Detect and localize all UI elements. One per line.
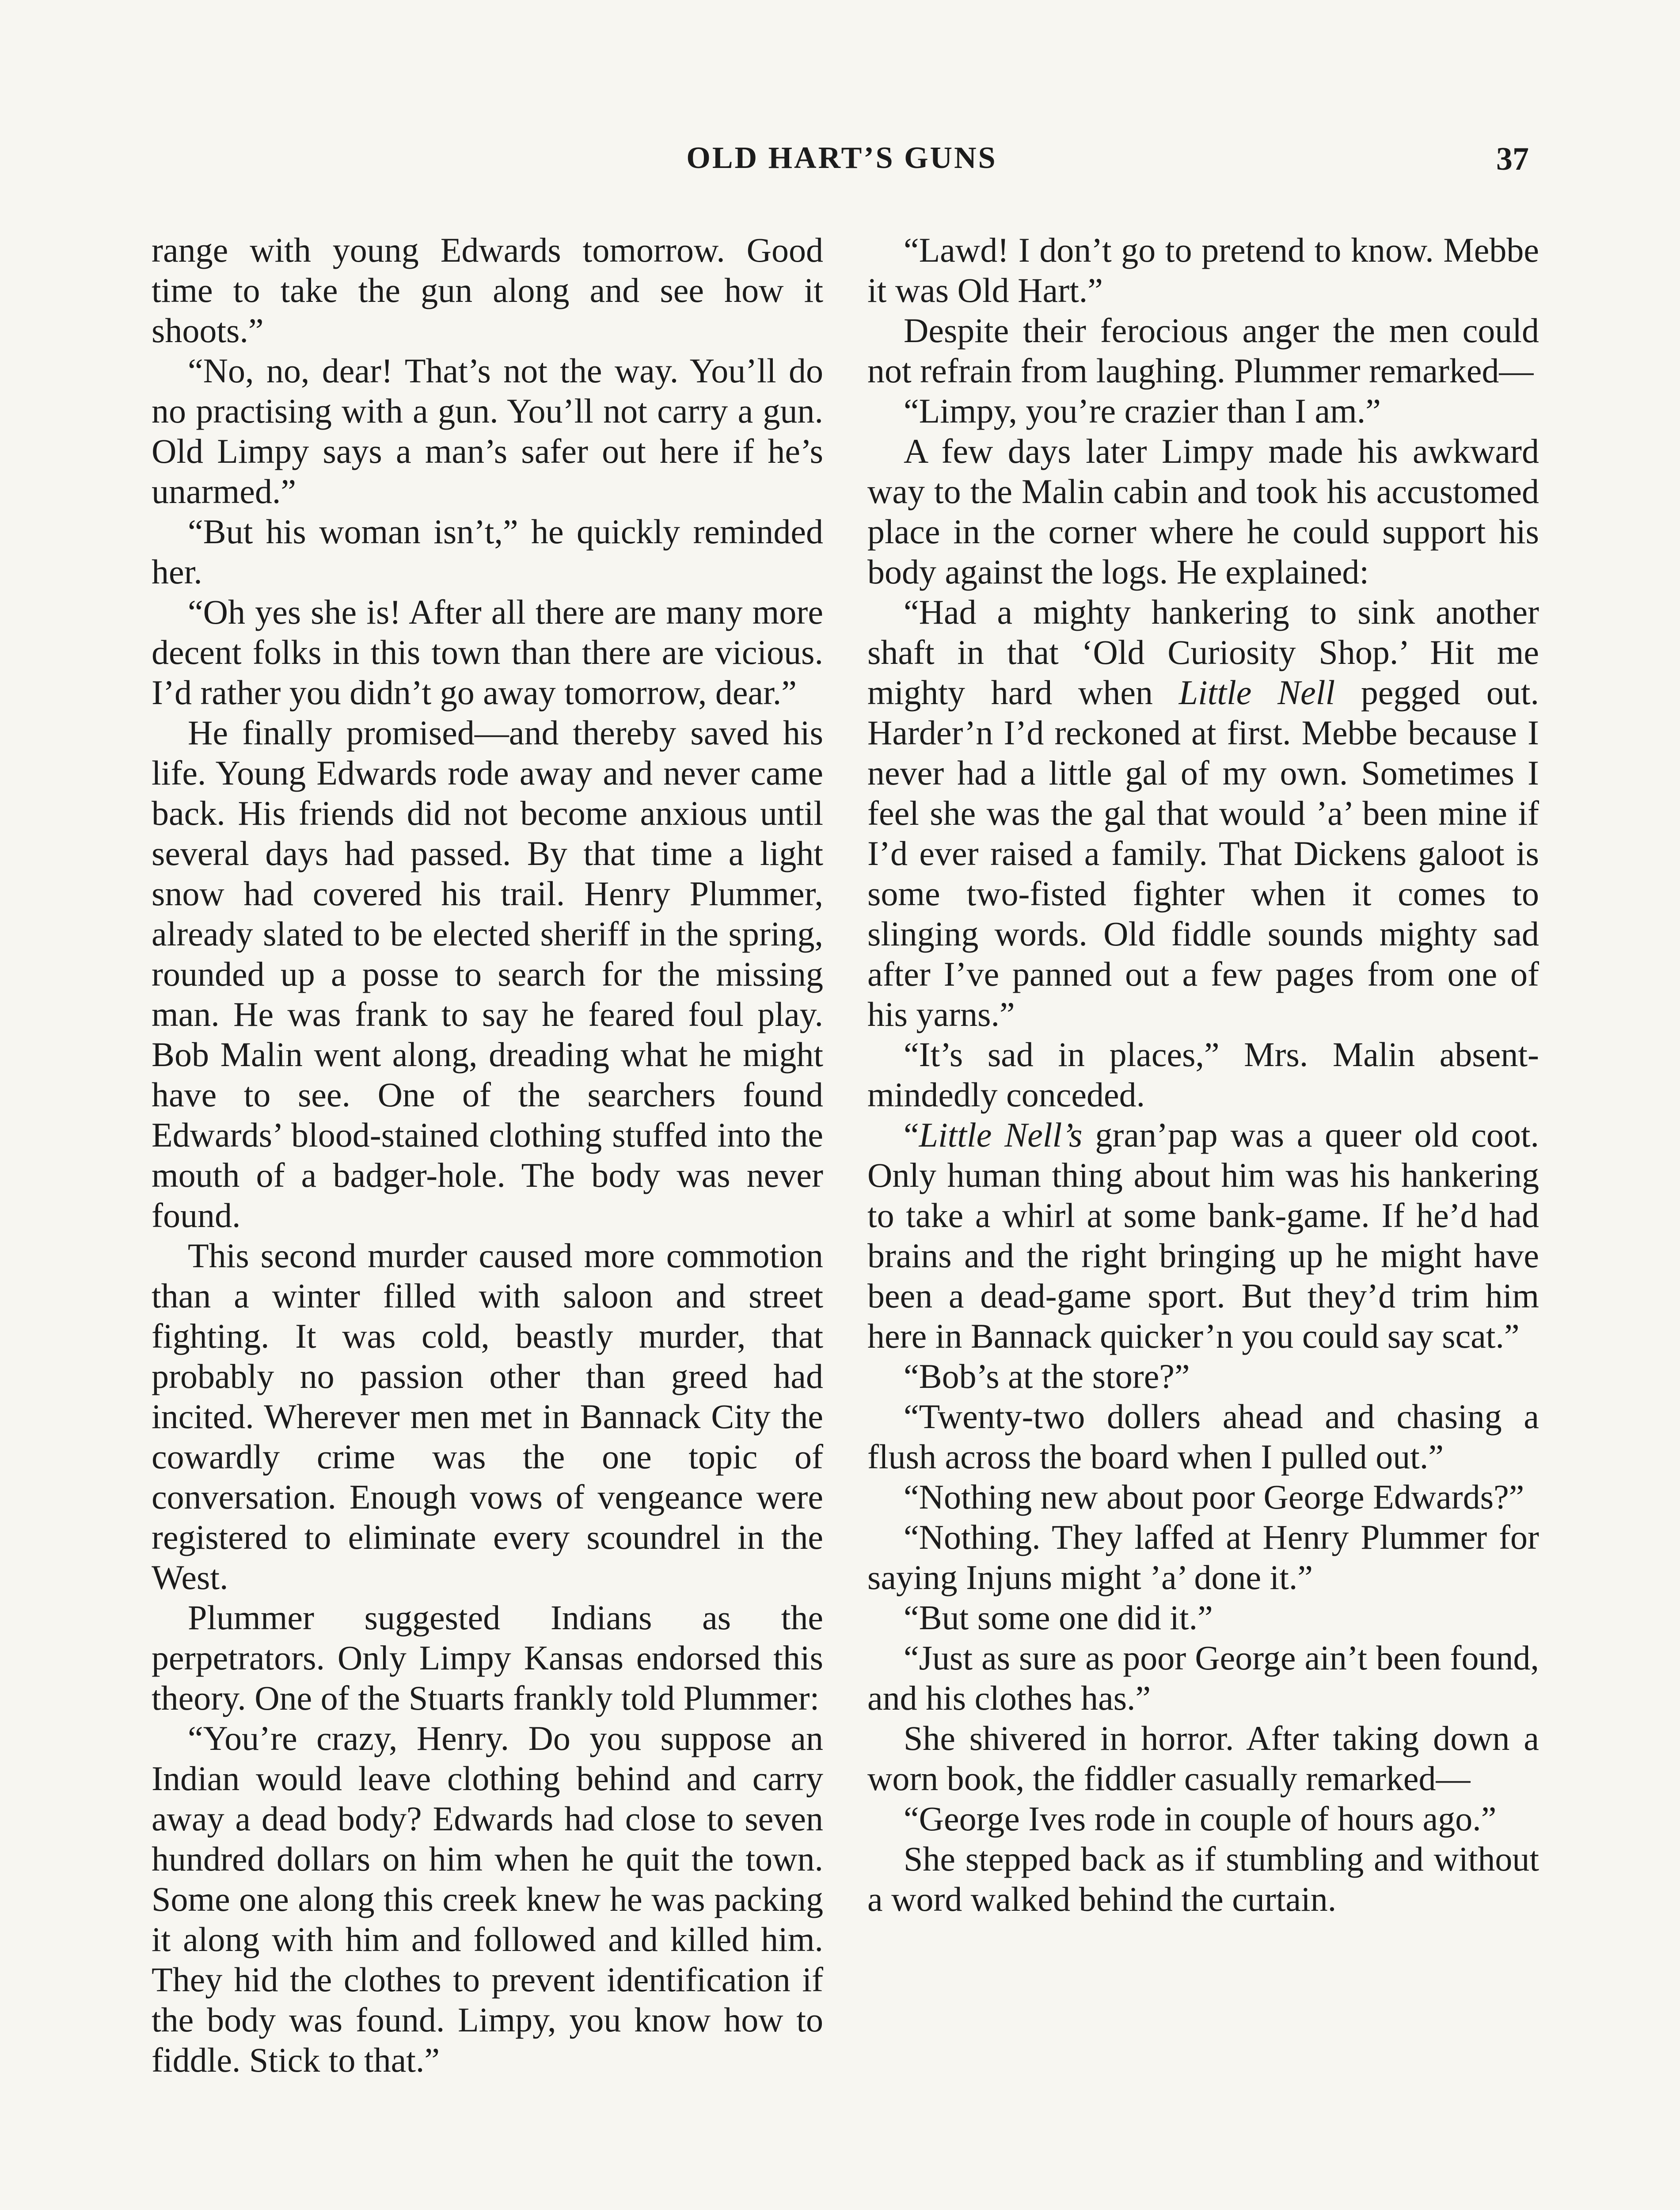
page-number: 37 [1496, 141, 1529, 177]
paragraph: A few days later Limpy made his awkward way to the Malin cabin and took his accustomed place in the corner where he could support his body against the logs. He explained: [867, 432, 1539, 591]
paragraph: “But his woman isn’t,” he quickly reminded her. [152, 512, 823, 591]
left-column [152, 230, 823, 2080]
text-run: pegged out. Harder’n I’d reckoned at first. Mebbe because I never had a little gal of my own. Sometimes I feel she was the gal that would ’a’ been mine if I’d ever raised a family. That Dickens galoot is some two-fisted fighter when it comes to slinging words. Old fiddle sounds mighty sad after I’ve panned out a few pages from one of his yarns.” [867, 673, 1539, 1033]
paragraph: “George Ives rode in couple of hours ago.” [904, 1799, 1497, 1838]
paragraph: “But some one did it.” [904, 1598, 1213, 1637]
paragraph: “Limpy, you’re crazier than I am.” [904, 392, 1381, 430]
paragraph: “You’re crazy, Henry. Do you suppose an Indian would leave clothing behind and carry away a dead body? Edwards had close to seven hundred dollars on him when he quit the town. Some one along this creek knew he was packing it along with him and followed and killed him. They hid the clothes to prevent identification if the body was found. Limpy, you know how to fiddle. Stick to that.” [152, 1719, 823, 2079]
paragraph: “No, no, dear! That’s not the way. You’ll do no practising with a gun. You’ll not carry a gun. Old Limpy says a man’s safer out here if he’s unarmed.” [152, 351, 823, 511]
paragraph: “Bob’s at the store?” [904, 1357, 1190, 1395]
text-run: “Had a mighty hankering to sink another shaft in that ‘Old Curiosity Shop.’ Hit me mighty hard when [867, 593, 1539, 712]
paragraph: He finally promised—and thereby saved his life. Young Edwards rode away and never came back. His friends did not become anxious until several days had passed. By that time a light snow had covered his trail. Henry Plummer, already slated to be elected sheriff in the spring, rounded up a posse to search for the missing man. He was frank to say he feared foul play. Bob Malin went along, dreading what he might have to see. One of the searchers found Edwards’ blood-stained clothing stuffed into the mouth of a badger-hole. The body was never found. [152, 713, 823, 1235]
book-character-name: Little Nell [1178, 673, 1335, 712]
book-character-name: Little Nell’s [919, 1116, 1083, 1154]
paragraph: She shivered in horror. After taking down a worn book, the fiddler casually remarked— [867, 1719, 1539, 1798]
paragraph [867, 1115, 1539, 1356]
paragraph: “Nothing new about poor George Edwards?” [904, 1478, 1524, 1516]
paragraph: Plummer suggested Indians as the perpetrators. Only Limpy Kansas endorsed this theory. One of the Stuarts frankly told Plummer: [152, 1598, 823, 1717]
running-title: OLD HART’S GUNS [686, 141, 997, 175]
paragraph: “Oh yes she is! After all there are many more decent folks in this town than there are vicious. I’d rather you didn’t go away tomorrow, dear.” [152, 593, 823, 712]
paragraph: “It’s sad in places,” Mrs. Malin absent-mindedly conceded. [867, 1035, 1539, 1114]
paragraph: Despite their ferocious anger the men could not refrain from laughing. Plummer remarked— [867, 311, 1539, 390]
paragraph [867, 592, 1539, 1034]
paragraph: “Lawd! I don’t go to pretend to know. Mebbe it was Old Hart.” [867, 231, 1539, 309]
paragraph: range with young Edwards tomorrow. Good time to take the gun along and see how it shoots.” [152, 231, 823, 350]
paragraph: This second murder caused more commotion than a winter filled with saloon and street fighting. It was cold, beastly murder, that probably no passion other than greed had incited. Wherever men met in Bannack City the cowardly crime was the one topic of conversation. Enough vows of vengeance were registered to eliminate every scoundrel in the West. [152, 1236, 823, 1597]
text-run: “ [904, 1116, 919, 1154]
right-column [867, 230, 1539, 1919]
page-header [155, 141, 1529, 189]
paragraph: She stepped back as if stumbling and without a word walked behind the curtain. [867, 1840, 1539, 1918]
paragraph: “Just as sure as poor George ain’t been found, and his clothes has.” [867, 1638, 1539, 1717]
paragraph: “Twenty-two dollers ahead and chasing a flush across the board when I pulled out.” [867, 1397, 1539, 1476]
paragraph: “Nothing. They laffed at Henry Plummer for saying Injuns might ’a’ done it.” [867, 1518, 1539, 1597]
text-run: gran’pap was a queer old coot. Only human thing about him was his hankering to take a whirl at some bank-game. If he’d had brains and the right bringing up he might have been a dead-game sport. But they’d trim him here in Bannack quicker’n you could say scat.” [867, 1116, 1539, 1355]
